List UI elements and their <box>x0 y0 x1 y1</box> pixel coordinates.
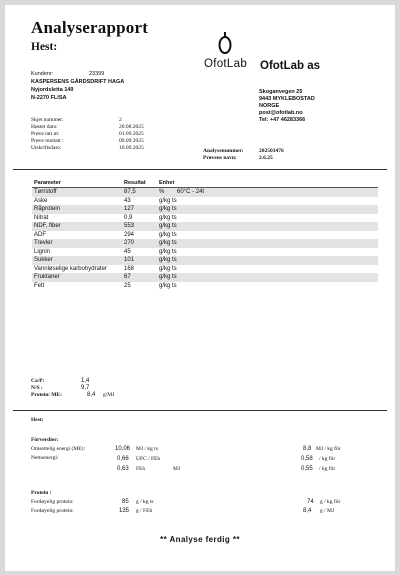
lab-phone: Tel: +47 46283366 <box>259 117 306 123</box>
report-title: Analyserapport <box>31 18 149 37</box>
logo-text: OfotLab <box>204 58 248 70</box>
analysis-number-label: Analysenummer: <box>203 148 244 154</box>
row-unit: g/kg ts <box>159 257 177 263</box>
meta-label: Skjet nummer: <box>31 117 64 123</box>
header-parameter: Parameter <box>34 180 61 186</box>
ufc-ts-unit: UFC / FEh <box>136 456 161 462</box>
fp-for-unit: g / kg fôr <box>320 499 341 505</box>
table-row <box>32 248 378 257</box>
divider <box>13 169 387 170</box>
row-parameter: Lignin <box>34 248 51 255</box>
row-parameter: ADF <box>34 231 46 238</box>
row-unit: g/kg ts <box>159 265 177 272</box>
row-result: 168 <box>124 265 135 272</box>
row-parameter: Nitrat <box>34 214 49 221</box>
row-parameter: Sukker <box>34 257 53 263</box>
row-result: 553 <box>124 223 135 229</box>
feh-for-value: 0,55 <box>301 466 313 472</box>
table-row <box>32 256 378 265</box>
row-extra: 60°C - 24t <box>177 189 205 195</box>
table-row <box>32 282 378 291</box>
row-unit: g/kg ts <box>159 274 177 280</box>
header-result: Resultat <box>124 180 146 186</box>
feh-ts-unit: FEh <box>136 466 146 472</box>
analysis-number: 202503476 <box>259 148 284 154</box>
lab-email: post@ofotlab.no <box>259 110 303 116</box>
row-parameter: Tørrstoff <box>34 189 57 195</box>
me-ts-unit: MJ / kg ts <box>136 446 158 452</box>
protein-me-value: 8,4 <box>87 392 96 398</box>
fp2-for-value: 8,4 <box>303 508 312 514</box>
row-parameter: Aske <box>34 197 48 204</box>
netto-label: Nettoenergi: <box>31 455 59 461</box>
divider <box>13 410 387 411</box>
meta-value: 10.09.2025 <box>119 145 144 151</box>
feh-for-unit: / kg fôr <box>319 466 336 472</box>
row-unit: g/kg ts <box>159 223 177 229</box>
me-label: Omsettelig energi (ME): <box>31 446 85 452</box>
feh-mid-unit: MJ <box>173 466 181 472</box>
row-result: 87,5 <box>124 189 136 195</box>
customer-number: 23399 <box>89 71 105 77</box>
row-result: 0,9 <box>124 214 133 221</box>
fp-ts-unit: g / kg ts <box>136 499 154 505</box>
lab-postcode-city: 9443 MYKLEBOSTAD <box>259 96 315 102</box>
ofotlab-logo-icon <box>217 31 233 55</box>
fp2-ts-value: 135 <box>119 508 130 514</box>
row-unit: g/kg ts <box>159 214 177 221</box>
fp-ts-value: 85 <box>122 499 129 505</box>
row-unit: % <box>159 189 165 195</box>
lab-name: OfotLab as <box>260 60 321 72</box>
row-result: 25 <box>124 282 131 289</box>
row-unit: g/kg ts <box>159 282 177 289</box>
table-row <box>32 205 378 214</box>
ufc-ts-value: 0,66 <box>117 456 129 462</box>
row-result: 67 <box>124 274 131 280</box>
row-unit: g/kg ts <box>159 240 177 246</box>
ns-label: N/S : <box>31 385 43 391</box>
row-parameter: NDF, fiber <box>34 223 61 229</box>
lab-street: Skoganvegen 25 <box>259 89 303 95</box>
row-result: 43 <box>124 197 131 204</box>
report-page <box>5 5 395 571</box>
customer-postcode-city: N-2270 FLISA <box>31 95 67 101</box>
ufc-for-value: 0,58 <box>301 456 313 462</box>
table-row <box>32 197 378 206</box>
me-ts-value: 10,06 <box>115 446 131 452</box>
table-row <box>32 222 378 231</box>
customer-number-label: Kundenr: <box>31 71 54 77</box>
report-subtitle: Hest: <box>31 41 58 53</box>
protein-me-unit: g/MJ <box>103 392 115 398</box>
fp-for-value: 74 <box>307 499 314 505</box>
me-for-unit: MJ / kg fôr <box>316 446 341 452</box>
meta-label: Prøve tatt ut: <box>31 131 60 137</box>
fp2-label: Fordøyelig protein: <box>31 508 74 514</box>
row-result: 270 <box>124 240 135 246</box>
table-header <box>32 180 378 188</box>
fp2-for-unit: g / MJ <box>320 508 335 514</box>
lab-country: NORGE <box>259 103 280 109</box>
meta-label: Utskriftsdato: <box>31 145 62 151</box>
customer-street: Nyjordsletta 149 <box>31 87 74 93</box>
analysis-complete-footer: ** Analyse ferdig ** <box>160 535 240 544</box>
capa-value: 1,4 <box>81 378 90 384</box>
me-for-value: 8,8 <box>303 446 312 452</box>
table-row <box>32 214 378 223</box>
sample-name-label: Prøvens navn: <box>203 155 237 161</box>
row-unit: g/kg ts <box>159 197 177 204</box>
table-row <box>32 273 378 282</box>
fp-label: Fordøyelig protein: <box>31 499 74 505</box>
results-table <box>32 180 378 290</box>
row-result: 101 <box>124 257 135 263</box>
meta-value: 20.08.2025 <box>119 124 144 130</box>
meta-label: Høstet dato: <box>31 124 58 130</box>
row-result: 294 <box>124 231 135 238</box>
forverdier-title: Fôrverdier: <box>31 437 59 443</box>
row-parameter: Fruktaner <box>34 274 60 280</box>
section-hest: Hest: <box>31 417 44 423</box>
row-parameter: Vannløselige karbohydrater <box>34 265 107 272</box>
row-unit: g/kg ts <box>159 206 177 212</box>
row-result: 45 <box>124 248 131 255</box>
table-row <box>32 265 378 274</box>
row-unit: g/kg ts <box>159 248 177 255</box>
meta-value: 09.09.2025 <box>119 138 144 144</box>
row-parameter: Trevler <box>34 240 53 246</box>
capa-label: Ca/P: <box>31 378 45 384</box>
row-parameter: Fett <box>34 282 45 289</box>
row-result: 127 <box>124 206 135 212</box>
fp2-ts-unit: g / FEh <box>136 508 153 514</box>
ns-value: 9,7 <box>81 385 90 391</box>
header-unit: Enhet <box>159 180 175 186</box>
ufc-for-unit: / kg fôr <box>319 456 336 462</box>
row-parameter: Råprotein <box>34 206 61 212</box>
row-unit: g/kg ts <box>159 231 177 238</box>
meta-label: Prøve mottatt : <box>31 138 64 144</box>
table-row <box>32 231 378 240</box>
feh-ts-value: 0,63 <box>117 466 129 472</box>
sample-name: 2.6.25 <box>259 155 273 161</box>
customer-name: KASPERSENS GÅRDSDRIFT HAGA <box>31 79 125 85</box>
table-row <box>32 188 378 197</box>
meta-value: 01.09.2025 <box>119 131 144 137</box>
protein-title: Protein : <box>31 490 52 496</box>
protein-me-label: Protein/ ME: <box>31 392 62 398</box>
table-row <box>32 239 378 248</box>
meta-value: 2 <box>119 117 122 123</box>
